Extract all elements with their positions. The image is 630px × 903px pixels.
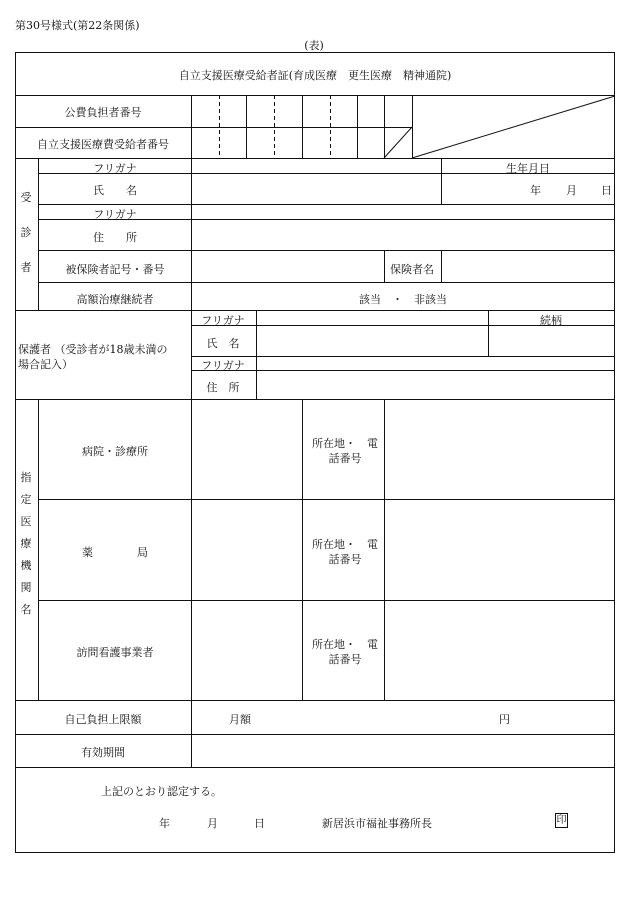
hospital-label: 病院・診療所	[82, 445, 148, 458]
high-cost-label: 高額治療継続者	[76, 293, 154, 306]
guardian-furigana-label: フリガナ	[201, 314, 245, 327]
guardian-name-label: 氏 名	[206, 337, 240, 350]
validity-label: 有効期間	[81, 746, 125, 759]
pharmacy-location-label: 所在地・ 電 話番号	[312, 538, 378, 566]
yen-label: 円	[499, 713, 510, 726]
insurer-name-label: 保険者名	[390, 263, 434, 276]
patient-group-label: 受 診 者	[20, 191, 32, 274]
issuer-name: 新居浜市福祉事務所長	[322, 817, 432, 830]
high-cost-options: 該当 ・ 非該当	[359, 293, 447, 306]
guardian-address-furigana-label: フリガナ	[201, 359, 245, 372]
issue-month: 月	[207, 817, 218, 830]
monthly-label: 月額	[229, 713, 251, 726]
hospital-location-label: 所在地・ 電 話番号	[312, 437, 378, 465]
seal-mark: 印	[556, 815, 567, 826]
issue-day: 日	[254, 817, 265, 830]
patient-address-label: 住 所	[93, 231, 137, 244]
relation-label: 続柄	[540, 314, 562, 327]
birth-year: 年	[530, 184, 541, 197]
birth-day: 日	[601, 184, 612, 197]
guardian-label: 保護者 （受診者が18歳未満の 場合記入）	[18, 343, 168, 371]
address-furigana-label: フリガナ	[93, 208, 137, 221]
patient-name-label: 氏 名	[93, 184, 137, 197]
issue-year: 年	[159, 817, 170, 830]
side-label: (表)	[304, 39, 324, 52]
form-number: 第30号様式(第22条関係)	[15, 19, 140, 32]
institution-group-label: 指 定 医 療 機 関 名	[20, 471, 32, 616]
insured-symbol-label: 被保険者記号・番号	[65, 263, 165, 276]
recipient-number-label: 自立支援医療費受給者番号	[37, 138, 169, 151]
nursing-location-label: 所在地・ 電 話番号	[312, 638, 378, 666]
limit-label: 自己負担上限額	[64, 713, 142, 726]
patient-furigana-label: フリガナ	[93, 162, 137, 175]
birthdate-label: 生年月日	[506, 162, 550, 175]
guardian-address-label: 住 所	[206, 381, 240, 394]
public-payer-number-label: 公費負担者番号	[64, 106, 142, 119]
birth-month: 月	[566, 184, 577, 197]
certification-text: 上記のとおり認定する。	[101, 785, 222, 798]
pharmacy-label: 薬 局	[82, 546, 148, 559]
form-title: 自立支援医療受給者証(育成医療 更生医療 精神通院)	[178, 69, 452, 82]
nursing-label: 訪問看護事業者	[76, 646, 154, 659]
